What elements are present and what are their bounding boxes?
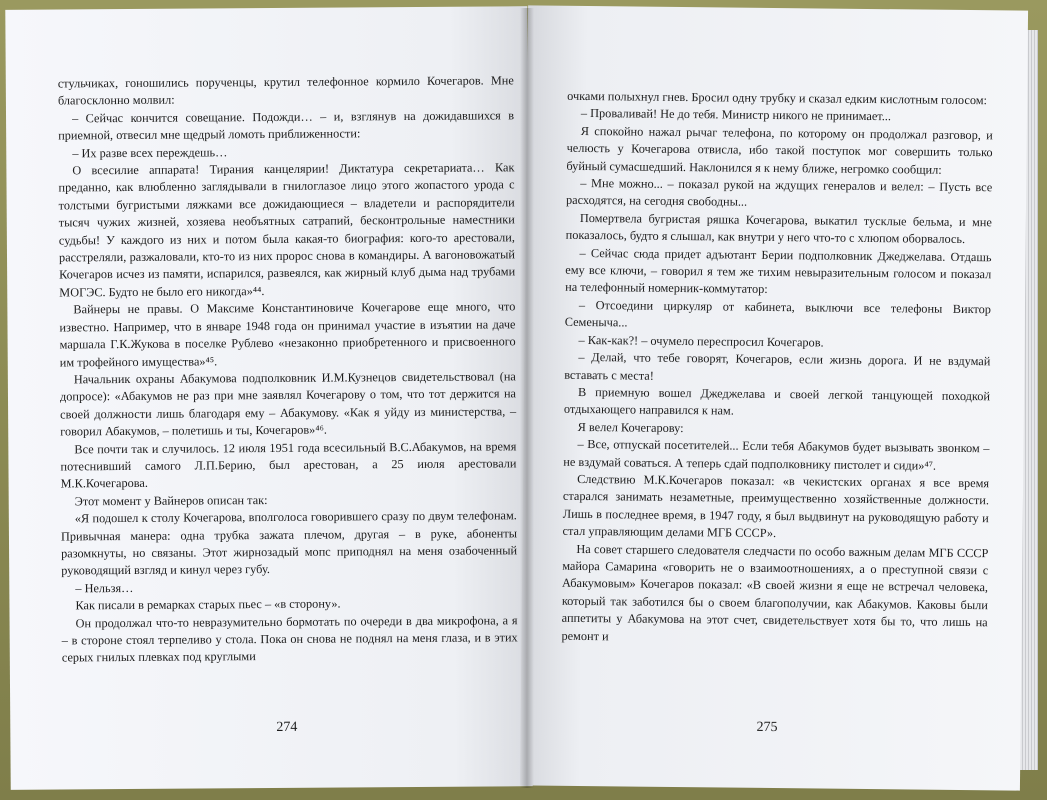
left-page	[5, 6, 532, 790]
left-para-5: Вайнеры не правы. О Максиме Константиновиче Кочегарове еще много, что известно. Например, что в январе 1948 года он принимал участие в изъятии на даче маршала Г.К.Жукова в поселке Рублево «незаконно приобретенного и присвоенного им трофейного имущества»⁴⁵.	[59, 299, 516, 369]
left-page-number: 274	[276, 719, 298, 735]
right-page	[520, 5, 1028, 790]
book-gutter	[520, 8, 534, 788]
right-para-9: – Делай, что тебе говорят, Кочегаров, если жизнь дорога. И не вздумай вставать с места!	[564, 350, 991, 383]
left-para-8: Этот момент у Вайнеров описан так:	[74, 492, 268, 509]
left-para-10: – Нельзя…	[75, 580, 134, 596]
right-para-5: Помертвела бугристая ряшка Кочегарова, выкатил тусклые бельма, и мне показалось, будто я слышал, как внутри у него что-то с хлюпом оборвалось.	[565, 210, 992, 247]
left-para-12: Он продолжал что-то невразумительно бормотать по очереди в два микрофона, а я – в стороне стоял терпеливо у стола. Пока он снова не поднял на меня глаза, и в этих серых гнилых плевках под круглыми	[61, 612, 518, 665]
right-para-12: – Все, отпускай посетителей... Если тебя Абакумов будет вызывать звонком – не вздумай соваться. А теперь сдай подполковнику пистолет и сиди»⁴⁷.	[563, 437, 990, 473]
right-para-8: – Как-как?! – очумело переспросил Кочегаров.	[578, 332, 824, 350]
left-para-2: – Сейчас кончится совещание. Подожди… – и, взглянув на дожидавшихся в приемной, отвесил мне щедрый ломоть приближенности:	[58, 108, 515, 143]
right-para-3: Я спокойно нажал рычаг телефона, по которому он продолжал разговор, и челюсть у Кочегарова отвисла, ибо такой поступок мог совершить только буйный сумасшедший. Наклонился я к нему ближе, негромко сообщил:	[566, 123, 993, 177]
left-para-11: Как писали в ремарках старых пьес – «в сторону».	[75, 596, 341, 613]
right-para-13: Следствию М.К.Кочегаров показал: «в чекистских органах я все время старался занимать незаметные, преимущественно хозяйственные должности. Лишь в последнее время, в 1947 году, я был выдвинут на руководящую работу и стал управляющим делами МГБ СССР».	[562, 471, 990, 541]
left-para-7: Все почти так и случилось. 12 июля 1951 года всесильный В.С.Абакумов, на время потеснивший самого Л.П.Берию, был арестован, а 25 июля арестовали М.К.Кочегарова.	[60, 438, 517, 491]
right-para-11: Я велел Кочегарову:	[577, 419, 684, 435]
right-para-10: В приемную вошел Джеджелава и своей легкой танцующей походкой отдыхающего направился к нам.	[563, 384, 991, 418]
left-para-6: Начальник охраны Абакумова подполковник И.М.Кузнецов свидетельствовал (на допросе): «Абакумов не раз при мне заявлял Кочегарову о том, что тот держится на своей должности лишь благодаря ему – Абакумову. «Как я уйду из министерства, – говорил Абакумов, – полетишь и ты, Кочегаров»⁴⁶.	[59, 369, 517, 439]
right-para-4: – Мне можно... – показал рукой на ждущих генералов и велел: – Пусть все расходятся, на сегодня свободны...	[565, 175, 993, 210]
right-page-text	[561, 88, 993, 649]
right-para-6: – Сейчас сюда придет адъютант Берии подполковник Джеджелава. Отдашь ему все ключи, – говорил я тем же тихим невыразительным голосом и показал на телефонный номерник-коммутатор:	[565, 245, 992, 297]
left-para-3: – Их разве всех переждешь…	[72, 144, 228, 160]
right-page-number: 275	[756, 719, 778, 736]
left-para-1: стульчиках, гоношились порученцы, крутил телефонное кормило Кочегаров. Мне благосклонно молвил:	[57, 73, 514, 108]
left-para-4: О всесилие аппарата! Тирания канцелярии! Диктатура секретариата… Как преданно, как влюбленно заглядывали в гнилоглазое лицо этого жопастого урода с толстыми бугристыми ляжками все дожидающиеся – владетели и распорядители тысяч чужих жизней, хозяева необъятных сатрапий, бесконтрольные наместники судьбы! У каждого из них и потом была какая-то биография: кого-то арестовали, расстреляли, разжаловали, кто-то из них пророс снова в командиры. А вагоновожатый Кочегаров исчез из памяти, испарился, развеялся, как жирный клуб дыма над трубами МОГЭС. Будто не было его никогда»⁴⁴.	[58, 160, 516, 300]
right-para-2: – Проваливай! Не до тебя. Министр никого не принимает...	[580, 106, 892, 124]
right-para-1: очками полыхнул гнев. Бросил одну трубку и сказал едким кислотным голосом:	[567, 88, 988, 108]
left-para-9: «Я подошел к столу Кочегарова, вполголоса говорившего сразу по двум телефонам. Привычная манера: одна трубка зажата плечом, другая – в руке, абоненты разомкнуты, но связаны. Этот жирнозадый мопс приподнял на меня озабоченный руководящий взгляд и кинул через губу.	[60, 508, 518, 578]
right-para-14: На совет старшего следователя следчасти по особо важным делам МГБ СССР майора Самарина «говорить не о взаимоотношениях, а о преступной связи с Абакумовым» Кочегаров показал: «В своей жизни я еще не встречал человека, который так заботился бы о своем благополучии, как Абакумов. Каковы были аппетиты у Абакумова на этот счет, свидетельствует хотя бы то, что лишь на ремонт и	[561, 541, 989, 643]
left-page-text	[58, 72, 518, 667]
right-para-7: – Отсоедини циркуляр от кабинета, выключи все телефоны Виктор Семеныча...	[564, 297, 992, 330]
